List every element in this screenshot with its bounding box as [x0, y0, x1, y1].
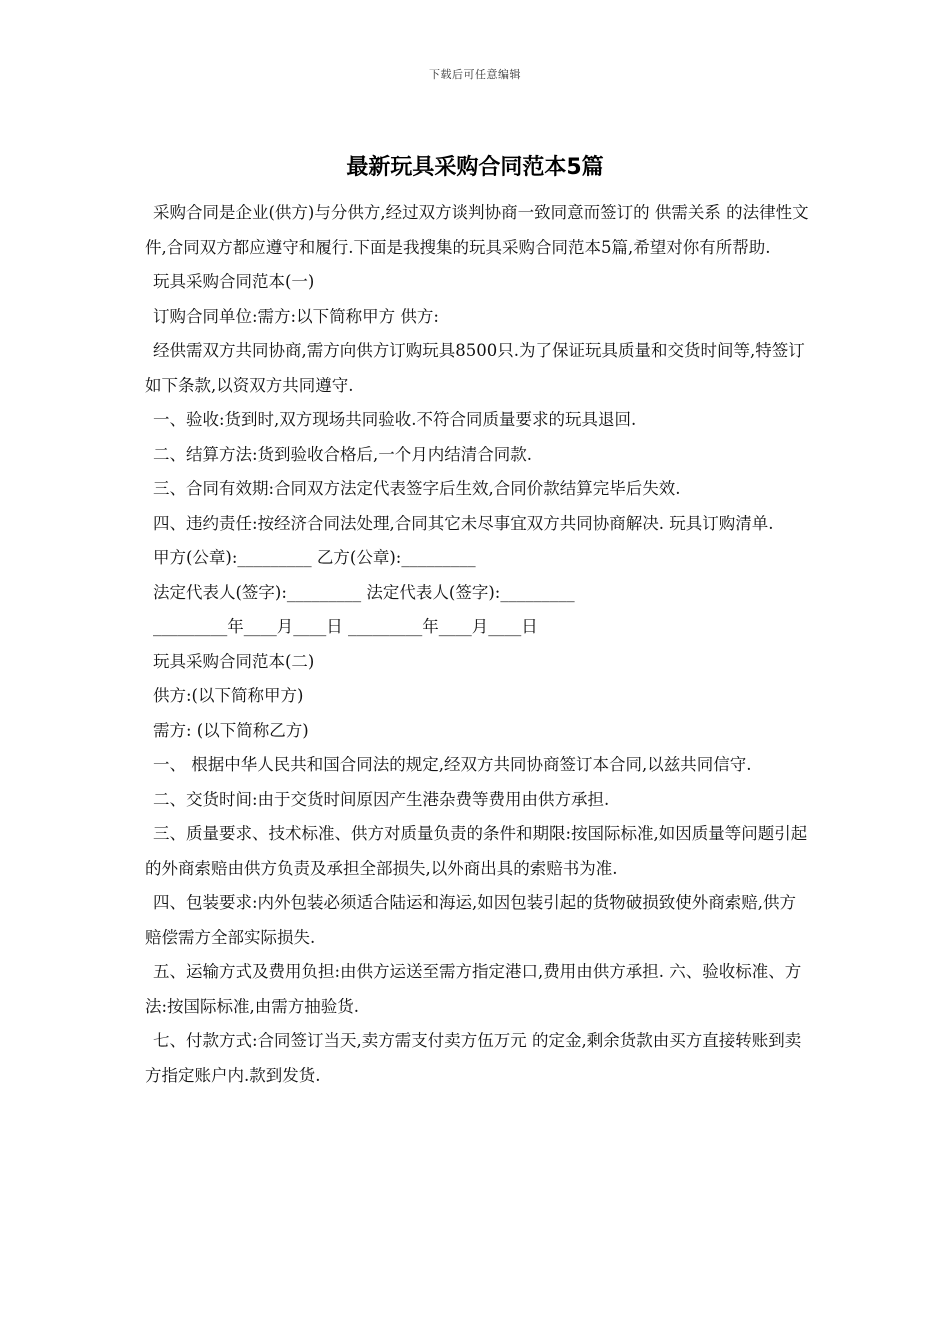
section-heading-2: 玩具采购合同范本(二) — [153, 651, 315, 671]
intro-paragraph: 采购合同是企业(供方)与分供方,经过双方谈判协商一致同意而签订的 供需关系 的法律性文件,合同双方都应遵守和履行.下面是我搜集的玩具采购合同范本5篇,希望对你有所帮助. — [145, 203, 809, 257]
clause-4: 四、包装要求:内外包装必须适合陆运和海运,如因包装引起的货物破损致使外商索赔,供方赔偿需方全部实际损失. — [145, 893, 797, 947]
section-heading-1: 玩具采购合同范本(一) — [153, 272, 315, 291]
clause-2: 二、交货时间:由于交货时间原因产生港杂费等费用由供方承担. — [153, 789, 610, 809]
clause-1: 一、 根据中华人民共和国合同法的规定,经双方共同协商签订本合同,以兹共同信守. — [153, 755, 752, 774]
signature-representative-line: 法定代表人(签字):_________ 法定代表人(签字):_________ — [153, 582, 575, 602]
signature-date-line: _________年____月____日 _________年____月____日 — [153, 617, 538, 636]
document-body — [145, 196, 810, 1093]
clause-acceptance: 一、验收:货到时,双方现场共同验收.不符合同质量要求的玩具退回. — [153, 410, 637, 429]
header-note: 下载后可任意编辑 — [429, 68, 521, 81]
supplier-line: 供方:(以下简称甲方) — [153, 686, 304, 705]
contract-preamble: 经供需双方共同协商,需方向供方订购玩具8500只.为了保证玩具质量和交货时间等,特签订如下条款,以资双方共同遵守. — [145, 341, 805, 395]
clause-3: 三、质量要求、技术标准、供方对质量负责的条件和期限:按国际标准,如因质量等问题引起的外商索赔由供方负责及承担全部损失,以外商出具的索赔书为准. — [145, 824, 808, 878]
clause-settlement: 二、结算方法:货到验收合格后,一个月内结清合同款. — [153, 444, 533, 464]
clause-validity: 三、合同有效期:合同双方法定代表签字后生效,合同价款结算完毕后失效. — [153, 479, 681, 498]
document-title: 最新玩具采购合同范本5篇 — [346, 155, 604, 180]
signature-seal-line: 甲方(公章):_________ 乙方(公章):_________ — [153, 548, 476, 567]
clause-liability: 四、违约责任:按经济合同法处理,合同其它未尽事宜双方共同协商解决. 玩具订购清单. — [153, 513, 774, 533]
clause-5-6: 五、运输方式及费用负担:由供方运送至需方指定港口,费用由供方承担. 六、验收标准、方法:按国际标准,由需方抽验货. — [145, 962, 802, 1016]
clause-7: 七、付款方式:合同签订当天,卖方需支付卖方伍万元 的定金,剩余货款由买方直接转账到卖方指定账户内.款到发货. — [145, 1031, 802, 1085]
contract-parties: 订购合同单位:需方:以下简称甲方 供方: — [153, 306, 439, 326]
buyer-line: 需方: (以下简称乙方) — [153, 720, 309, 740]
